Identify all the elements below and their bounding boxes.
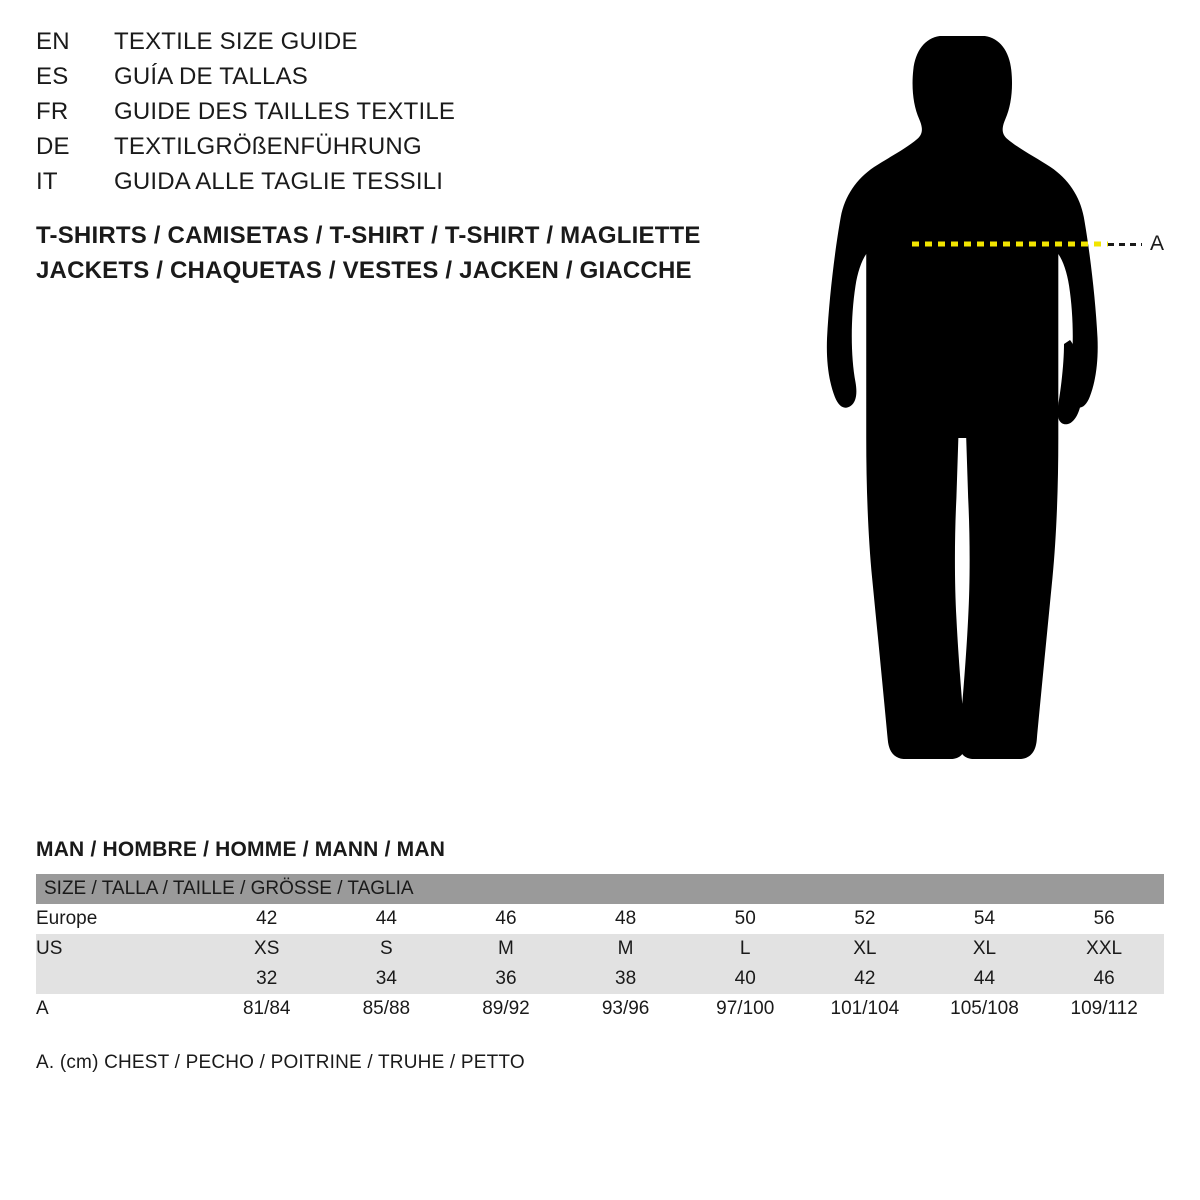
measure-label-a: A (1150, 232, 1165, 255)
table-cell: 50 (685, 904, 805, 934)
size-table-section (36, 838, 1164, 1074)
table-cell: 85/88 (327, 994, 447, 1024)
table-header-row (36, 874, 1164, 904)
table-cell: 38 (566, 964, 686, 994)
table-footnote: A. (cm) CHEST / PECHO / POITRINE / TRUHE / PETTO (36, 1052, 525, 1073)
table-cell: L (685, 934, 805, 964)
language-code: DE (36, 133, 70, 160)
table-row (36, 934, 1164, 964)
table-cell: 42 (805, 964, 925, 994)
language-title: GUIDE DES TAILLES TEXTILE (114, 98, 456, 125)
language-code: EN (36, 28, 70, 55)
table-row (36, 964, 1164, 994)
table-cell: 101/104 (805, 994, 925, 1024)
table-cell: 46 (446, 904, 566, 934)
table-cell: 44 (925, 964, 1045, 994)
table-cell: 42 (207, 904, 327, 934)
category-jackets: JACKETS / CHAQUETAS / VESTES / JACKEN / GIACCHE (36, 257, 692, 284)
row-label-numeric (36, 964, 207, 994)
language-row (36, 28, 736, 63)
table-cell: 46 (1044, 964, 1164, 994)
chest-measure-line (820, 10, 1180, 800)
table-cell: 36 (446, 964, 566, 994)
table-cell: 56 (1044, 904, 1164, 934)
row-label-us: US (36, 934, 207, 964)
table-row (36, 904, 1164, 934)
table-cell: 109/112 (1044, 994, 1164, 1024)
language-title: GUIDA ALLE TAGLIE TESSILI (114, 168, 444, 195)
language-header-list (36, 28, 736, 203)
table-cell: XXL (1044, 934, 1164, 964)
table-cell: 105/108 (925, 994, 1045, 1024)
table-header-label: SIZE / TALLA / TAILLE / GRÖSSE / TAGLIA (36, 874, 1164, 904)
language-row (36, 63, 736, 98)
language-code: ES (36, 63, 69, 90)
table-cell: 44 (327, 904, 447, 934)
row-label-europe: Europe (36, 904, 207, 934)
table-group-title: MAN / HOMBRE / HOMME / MANN / MAN (36, 838, 446, 861)
table-cell: S (327, 934, 447, 964)
table-cell: 34 (327, 964, 447, 994)
table-cell: 40 (685, 964, 805, 994)
row-label-a: A (36, 994, 207, 1024)
table-cell: XL (805, 934, 925, 964)
body-figure-illustration (820, 10, 1180, 800)
category-tshirts: T-SHIRTS / CAMISETAS / T-SHIRT / T-SHIRT / MAGLIETTE (36, 222, 701, 249)
garment-category-list (36, 218, 796, 288)
language-title: TEXTILGRÖßENFÜHRUNG (114, 133, 422, 160)
table-cell: 52 (805, 904, 925, 934)
table-cell: M (566, 934, 686, 964)
table-cell: 93/96 (566, 994, 686, 1024)
table-cell: XL (925, 934, 1045, 964)
table-cell: 54 (925, 904, 1045, 934)
language-row (36, 168, 736, 203)
table-cell: 89/92 (446, 994, 566, 1024)
table-cell: 81/84 (207, 994, 327, 1024)
table-cell: M (446, 934, 566, 964)
table-cell: 48 (566, 904, 686, 934)
language-title: TEXTILE SIZE GUIDE (114, 28, 358, 55)
table-cell: 32 (207, 964, 327, 994)
language-row (36, 133, 736, 168)
table-row (36, 994, 1164, 1024)
language-code: FR (36, 98, 69, 125)
table-cell: XS (207, 934, 327, 964)
size-table (36, 874, 1164, 1024)
language-code: IT (36, 168, 58, 195)
language-row (36, 98, 736, 133)
table-cell: 97/100 (685, 994, 805, 1024)
language-title: GUÍA DE TALLAS (114, 63, 308, 90)
